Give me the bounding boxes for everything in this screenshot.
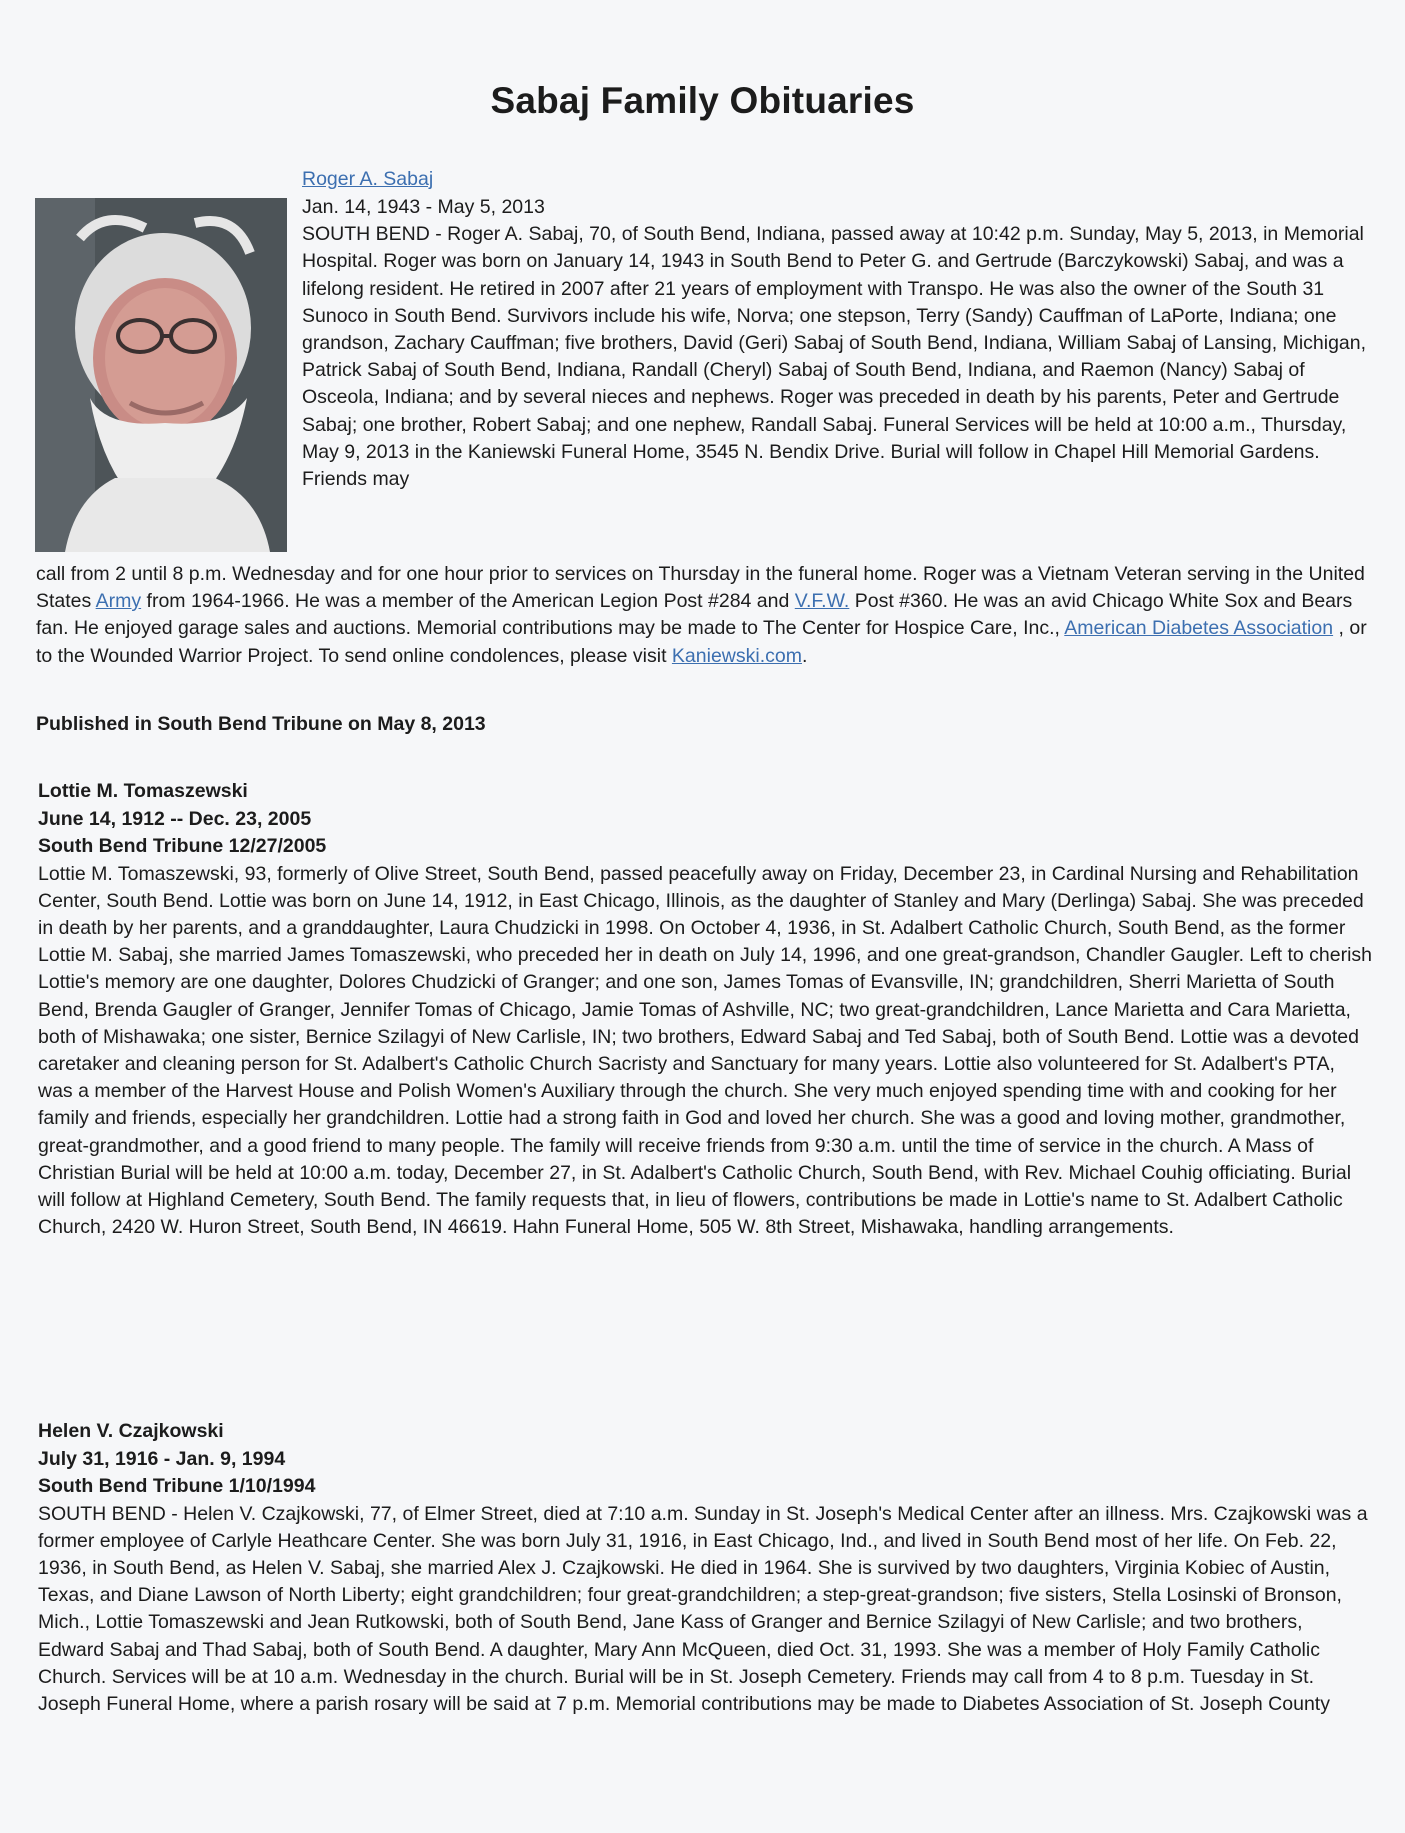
obit1-header: [302, 166, 1372, 193]
obit1-text-b: from 1964-1966. He was a member of the American Legion Post #284 and: [141, 590, 795, 613]
vfw-link[interactable]: V.F.W.: [794, 590, 850, 613]
obit1-text-c: Post #360. He was an avid Chicago White Sox and Bears fan. He enjoyed garage sales and auctions. Memorial contributions may be made to The Center for Hospice Care, Inc.,: [36, 590, 1353, 640]
kaniewski-link[interactable]: Kaniewski.com: [671, 644, 802, 667]
portrait-photo-icon: [35, 198, 287, 552]
obit3-body: SOUTH BEND - Helen V. Czajkowski, 77, of Elmer Street, died at 7:10 a.m. Sunday in St. Joseph's Medical Center after an illness. Mrs. Czajkowski was a former employee of Carlyle Heathcare Center. She was born July 31, 1916, in East Chicago, Ind., and lived in South Bend most of her life. On Feb. 22, 1936, in South Bend, as Helen V. Sabaj, she married Alex J. Czajkowski. He died in 1964. She is survived by two daughters, Virginia Kobiec of Austin, Texas, and Diane Lawson of North Liberty; eight grandchildren; four great-grandchildren; a step-great-grandson; five sisters, Stella Losinski of Bronson, Mich., Lottie Tomaszewski and Jean Rutkowski, both of South Bend, Jane Kass of Granger and Bernice Szilagyi of New Carlisle; and two brothers, Edward Sabaj and Thad Sabaj, both of South Bend. A daughter, Mary Ann McQueen, died Oct. 31, 1993. She was a member of Holy Family Catholic Church. Services will be at 10 a.m. Wednesday in the church. Burial will be in St. Joseph Cemetery. Friends may call from 4 to 8 p.m. Tuesday in St. Joseph Funeral Home, where a parish rosary will be said at 7 p.m. Memorial contributions may be made to Diabetes Association of St. Joseph County: [38, 1502, 1368, 1715]
obit1-published: Published in South Bend Tribune on May 8, 2013: [36, 713, 486, 735]
army-link[interactable]: Army: [95, 590, 142, 613]
obit1-name-link[interactable]: Roger A. Sabaj: [302, 168, 434, 190]
obit1-intro: [302, 194, 1372, 493]
portrait-photo-drawing: [35, 198, 287, 552]
obit1-text-a: call from 2 until 8 p.m. Wednesday and for one hour prior to services on Thursday in the funeral home. Roger was a Vietnam Veteran serving in the United States: [36, 563, 1365, 613]
obit1-body: SOUTH BEND - Roger A. Sabaj, 70, of South Bend, Indiana, passed away at 10:42 p.m. Sunday, May 5, 2013, in Memorial Hospital. Roger was born on January 14, 1943 in South Bend to Peter G. and Gertrude (Barczykowski) Sabaj, and was a lifelong resident. He retired in 2007 after 21 years of employment with Transpo. He was also the owner of the South 31 Sunoco in South Bend. Survivors include his wife, Norva; one stepson, Terry (Sandy) Cauffman of LaPorte, Indiana; one grandson, Zachary Cauffman; five brothers, David (Geri) Sabaj of South Bend, Indiana, William Sabaj of Lansing, Michigan, Patrick Sabaj of South Bend, Indiana, Randall (Cheryl) Sabaj of South Bend, Indiana, and Raemon (Nancy) Sabaj of Osceola, Indiana; and by several nieces and nephews. Roger was preceded in death by his parents, Peter and Gertrude Sabaj; one brother, Robert Sabaj; and one nephew, Randall Sabaj. Funeral Services will be held at 10:00 a.m., Thursday, May 9, 2013 in the Kaniewski Funeral Home, 3545 N. Bendix Drive. Burial will follow in Chapel Hill Memorial Gardens. Friends may: [302, 223, 1367, 491]
obit1-text-e: .: [801, 644, 808, 667]
obit2-body: Lottie M. Tomaszewski, 93, formerly of Olive Street, South Bend, passed peacefully away on Friday, December 23, in Cardinal Nursing and Rehabilitation Center, South Bend. Lottie was born on June 14, 1912, in East Chicago, Illinois, as the daughter of Stanley and Mary (Derlinga) Sabaj. She was preceded in death by her parents, and a granddaughter, Laura Chudzicki in 1998. On October 4, 1936, in St. Adalbert Catholic Church, South Bend, as the former Lottie M. Sabaj, she married James Tomaszewski, who preceded her in death on July 14, 1996, and one great-grandson, Chandler Gaugler. Left to cherish Lottie's memory are one daughter, Dolores Chudzicki of Granger; and one son, James Tomas of Evansville, IN; grandchildren, Sherri Marietta of South Bend, Brenda Gaugler of Granger, Jennifer Tomas of Chicago, Jamie Tomas of Ashville, NC; two great-grandchildren, Lance Marietta and Cara Marietta, both of Mishawaka; one sister, Bernice Szilagyi of New Carlisle, IN; two brothers, Edward Sabaj and Ted Sabaj, both of South Bend. Lottie was a devoted caretaker and cleaning person for St. Adalbert's Catholic Church Sacristy and Sanctuary for many years. Lottie also volunteered for St. Adalbert's PTA, was a member of the Harvest House and Polish Women's Auxiliary through the church. She very much enjoyed spending time with and cooking for her family and friends, especially her grandchildren. Lottie had a strong faith in God and loved her church. She was a good and loving mother, grandmother, great-grandmother, and a good friend to many people. The family will receive friends from 9:30 a.m. until the time of service in the church. A Mass of Christian Burial will be held at 10:00 a.m. today, December 27, in St. Adalbert's Catholic Church, South Bend, with Rev. Michael Couhig officiating. Burial will follow at Highland Cemetery, South Bend. The family requests that, in lieu of flowers, contributions be made in Lottie's name to St. Adalbert Catholic Church, 2420 W. Huron Street, South Bend, IN 46619. Hahn Funeral Home, 505 W. 8th Street, Mishawaka, handling arrangements.: [38, 862, 1372, 1239]
obit1-text-d: , or to the Wounded Warrior Project. To send online condolences, please visit: [36, 617, 1367, 667]
obit3-name: Helen V. Czajkowski: [38, 1420, 224, 1442]
obit3-section: [38, 1418, 1373, 1718]
obit2-section: [38, 778, 1373, 1241]
obit3-dates: July 31, 1916 - Jan. 9, 1994: [38, 1447, 286, 1470]
diabetes-association-link[interactable]: American Diabetes Association: [1064, 617, 1334, 640]
obit1-continuation: [36, 561, 1376, 670]
obit2-source: South Bend Tribune 12/27/2005: [38, 835, 327, 857]
page-title: Sabaj Family Obituaries: [490, 80, 915, 121]
obit2-name: Lottie M. Tomaszewski: [38, 780, 248, 802]
obit2-dates: June 14, 1912 -- Dec. 23, 2005: [38, 807, 312, 830]
obit1-dates: Jan. 14, 1943 - May 5, 2013: [302, 196, 545, 218]
obit3-source: South Bend Tribune 1/10/1994: [38, 1475, 316, 1497]
